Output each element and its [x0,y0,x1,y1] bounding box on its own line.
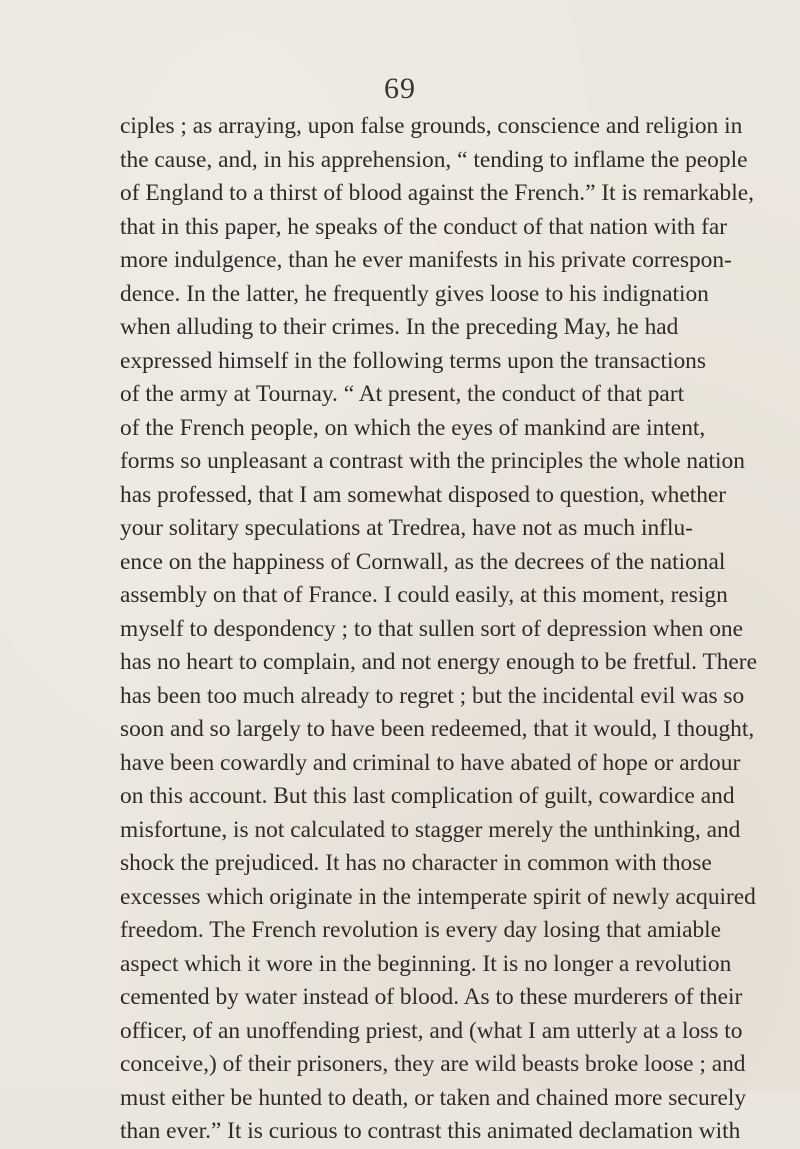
text-line-4: that in this paper, he speaks of the conduct of that nation with far [120,213,728,240]
text-line-28: officer, of an unoffending priest, and (what I am utterly at a loss to [120,1017,743,1044]
text-line-20: have been cowardly and criminal to have abated of hope or ardour [120,749,741,776]
body-text [120,110,757,1149]
text-line-23: shock the prejudiced. It has no character in common with those [120,850,712,876]
text-line-21: on this account. But this last complication of guilt, cowardice and [120,783,735,809]
text-line-22: misfortune, is not calculated to stagger merely the unthinking, and [120,816,741,843]
text-line-3: of England to a thirst of blood against the French.” It is remarkable, [120,180,754,206]
text-line-1: ciples ; as arraying, upon false grounds, conscience and religion in [120,113,743,139]
text-line-5: more indulgence, than he ever manifests in his private correspon- [120,247,732,273]
text-line-13: your solitary speculations at Tredrea, have not as much influ- [120,515,693,541]
text-line-24: excesses which originate in the intemperate spirit of newly acquired [120,883,756,910]
page-number: 69 [384,72,416,105]
text-line-11: forms so unpleasant a contrast with the principles the whole nation [120,448,745,474]
text-line-25: freedom. The French revolution is every day losing that amiable [120,917,722,943]
text-line-17: has no heart to complain, and not energy enough to be fretful. There [120,649,757,675]
text-line-8: expressed himself in the following terms upon the transactions [120,347,706,374]
text-line-7: when alluding to their crimes. In the preceding May, he had [120,314,679,340]
text-line-27: cemented by water instead of blood. As to these murderers of their [120,984,743,1010]
text-line-12: has professed, that I am somewhat disposed to question, whether [120,481,727,508]
text-line-31: than ever.” It is curious to contrast this animated declamation with [120,1118,741,1144]
text-line-26: aspect which it wore in the beginning. It is no longer a revolution [120,950,732,977]
text-line-10: of the French people, on which the eyes of mankind are intent, [120,414,706,441]
text-line-15: assembly on that of France. I could easily, at this moment, resign [120,582,728,608]
text-line-18: has been too much already to regret ; but the incidental evil was so [120,682,745,709]
text-line-30: must either be hunted to death, or taken and chained more securely [120,1084,747,1111]
text-line-6: dence. In the latter, he frequently gives loose to his indignation [120,280,709,307]
text-line-19: soon and so largely to have been redeemed, that it would, I thought, [120,716,755,742]
text-line-29: conceive,) of their prisoners, they are wild beasts broke loose ; and [120,1051,746,1077]
text-line-14: ence on the happiness of Cornwall, as the decrees of the national [120,548,726,575]
text-line-2: the cause, and, in his apprehension, “ tending to inflame the people [120,146,748,173]
text-line-16: myself to despondency ; to that sullen sort of depression when one [120,615,743,642]
text-line-9: of the army at Tournay. “ At present, the conduct of that part [120,381,685,407]
